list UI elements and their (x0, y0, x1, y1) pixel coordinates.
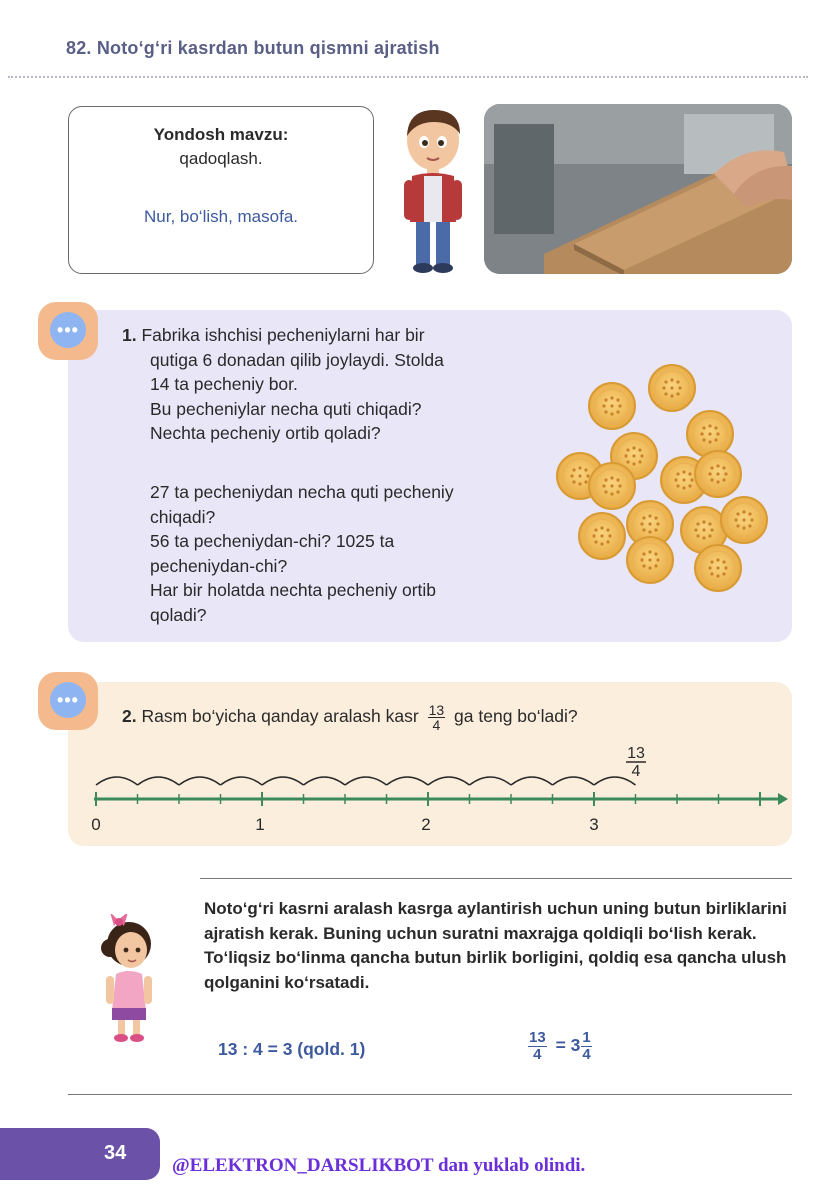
problem-1-text (122, 323, 542, 446)
problem-1-number: 1. (122, 325, 137, 345)
jump-arc (511, 777, 553, 785)
number-line (80, 742, 792, 842)
tick-label-3: 3 (589, 815, 599, 834)
jump-arc (262, 777, 304, 785)
problem-1-line: 27 ta pecheniydan necha quti pecheniy (150, 482, 454, 502)
related-topic-subtitle: qadoqlash. (179, 149, 263, 168)
jump-arc (428, 777, 470, 785)
problem-1-followup (150, 480, 550, 627)
jump-arcs (96, 777, 636, 785)
problem-1-line: pecheniydan-chi? (150, 555, 288, 576)
problem-1-line: Nechta pecheniy ortib qoladi? (150, 423, 381, 443)
speech-bubble-icon: ••• (38, 302, 98, 360)
jump-arc (138, 777, 180, 785)
problem-2-text (122, 703, 578, 732)
jump-arc (594, 777, 636, 785)
jump-arc (221, 777, 263, 785)
tick-label-0: 0 (91, 815, 101, 834)
cookie-icon (687, 411, 733, 457)
problem-1-line: Har bir holatda nechta pecheniy ortib (150, 580, 437, 600)
jump-arc (304, 777, 346, 785)
improper-fraction (528, 1030, 547, 1063)
remainder-numerator: 1 (582, 1029, 591, 1046)
tick-label-2: 2 (421, 815, 431, 834)
marker-numerator: 13 (627, 745, 645, 762)
jump-arc (179, 777, 221, 785)
fraction-denominator: 4 (432, 717, 441, 733)
cookie-icon (627, 537, 673, 583)
problem-1-line: chiqadi? (150, 506, 216, 527)
problem-1-line: qoladi? (150, 604, 207, 625)
lesson-title: 82. Noto‘g‘ri kasrdan butun qismni ajratish (66, 38, 440, 58)
girl-illustration (96, 914, 162, 1044)
cookies-illustration (550, 350, 780, 600)
whole-part: 3 (570, 1035, 581, 1056)
jump-arc (96, 777, 138, 785)
remainder-fraction (581, 1030, 591, 1063)
number-line-arrow (778, 793, 788, 805)
jump-arc (553, 777, 595, 785)
related-topic-box (68, 106, 374, 274)
page-number-tab (0, 1128, 160, 1180)
problem-1-line: Fabrika ishchisi pecheniylarni har bir (141, 325, 425, 345)
mixed-number-conversion (524, 1030, 596, 1063)
tick-labels (91, 815, 598, 834)
cookie-icon (579, 513, 625, 559)
jump-arc (470, 777, 512, 785)
jump-arc (345, 777, 387, 785)
jump-arc (387, 777, 429, 785)
problem-2-question-end: ga teng bo‘ladi? (454, 706, 578, 727)
cookie-icon (695, 451, 741, 497)
rule-divider-top (200, 878, 792, 879)
problem-1-line: 14 ta pecheniy bor. (150, 374, 298, 394)
dotted-divider (8, 76, 808, 78)
problem-2-fraction (428, 703, 446, 732)
problem-1-line: qutiga 6 donadan qilib joylaydi. Stolda (150, 349, 444, 370)
boy-illustration (390, 104, 476, 274)
related-topic-heading: Yondosh mavzu: (153, 125, 289, 144)
problem-2-number: 2. (122, 706, 137, 727)
rule-divider-bottom (68, 1094, 792, 1095)
number-line-marker (626, 745, 646, 780)
rule-text: Noto‘g‘ri kasrni aralash kasrga aylantirish uchun uning butun birliklarini ajratish kerak. Buning uchun suratni maxrajga qoldiqli bo‘lish kerak. To‘liqsiz bo‘linma qancha butun birlik borligini, qoldiq esa qancha ulush qolganini ko‘rsatadi. (204, 899, 787, 992)
tick-label-1: 1 (255, 815, 265, 834)
cookie-icon (589, 383, 635, 429)
improper-denominator: 4 (533, 1046, 542, 1063)
cookie-icon (649, 365, 695, 411)
download-note: @ELEKTRON_DARSLIKBOT dan yuklab olindi. (172, 1155, 586, 1176)
remainder-denominator: 4 (582, 1046, 591, 1063)
problem-2-question-start: Rasm bo‘yicha qanday aralash kasr (141, 706, 419, 727)
cookie-icon (695, 545, 741, 591)
speech-bubble-icon: ••• (38, 672, 98, 730)
equals-sign: = (555, 1035, 566, 1056)
marker-denominator: 4 (631, 763, 641, 780)
cookie-icon (721, 497, 767, 543)
cookie-icon (589, 463, 635, 509)
related-topic-keywords: Nur, bo‘lish, masofa. (143, 207, 298, 226)
improper-numerator: 13 (529, 1029, 546, 1046)
fraction-numerator: 13 (428, 702, 445, 718)
problem-1-line: 56 ta pecheniydan-chi? 1025 ta (150, 531, 395, 551)
packing-photo (484, 104, 792, 274)
problem-1-line: Bu pecheniylar necha quti chiqadi? (150, 398, 422, 419)
division-equation: 13 : 4 = 3 (qold. 1) (218, 1039, 366, 1059)
page-number: 34 (104, 1142, 127, 1164)
